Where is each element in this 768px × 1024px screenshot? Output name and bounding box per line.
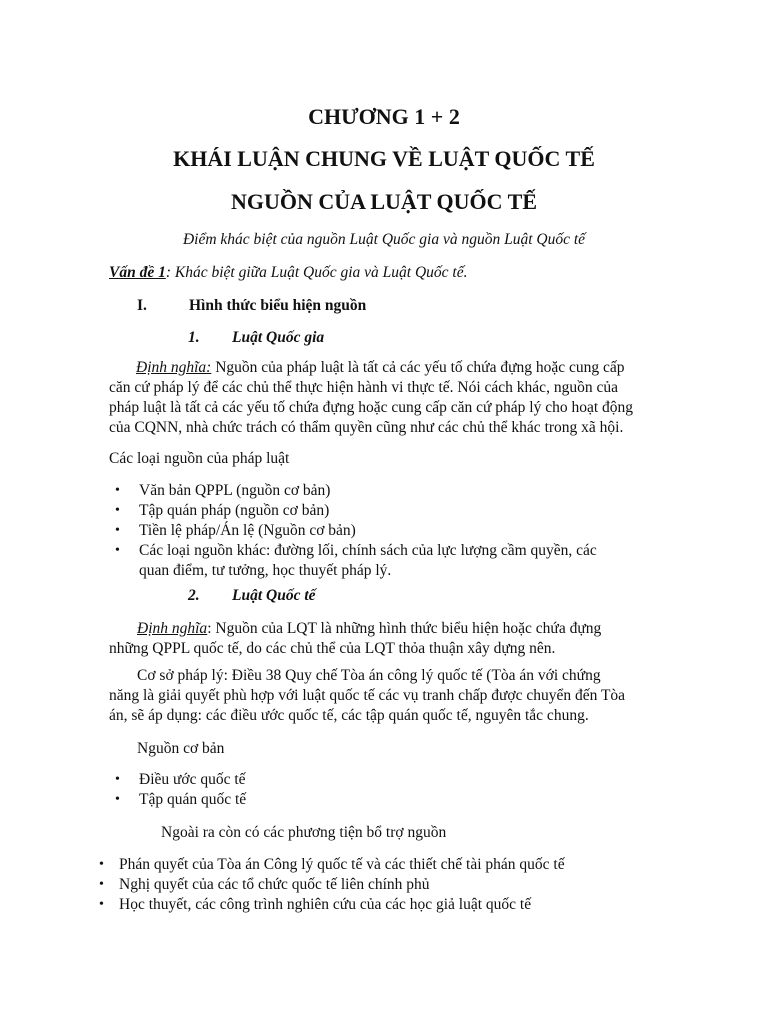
list-item-text: Tập quán pháp (nguồn cơ bản)	[139, 502, 330, 519]
paragraph-line: của CQNN, nhà chức trách có thẩm quyền cũng như các chủ thể khác trong xã hội.	[109, 419, 624, 436]
source-types-title: Các loại nguồn của pháp luật	[109, 450, 290, 467]
list-item-text: Văn bản QPPL (nguồn cơ bản)	[139, 482, 331, 499]
bullet-icon: •	[115, 483, 120, 498]
international-definition-paragraph	[109, 619, 602, 659]
paragraph-line: án, sẽ áp dụng: các điều ước quốc tế, các tập quán quốc tế, nguyên tắc chung.	[109, 707, 589, 724]
list-item-text: Điều ước quốc tế	[139, 771, 246, 788]
list-item	[99, 895, 565, 915]
list-item	[115, 501, 597, 521]
paragraph-line: pháp luật là tất cả các yếu tố chứa đựng hoặc cung cấp căn cứ pháp lý cho hoạt động	[109, 399, 634, 416]
bullet-icon: •	[115, 523, 120, 538]
paragraph-line: năng là giải quyết phù hợp với luật quốc tế các vụ tranh chấp được chuyển đến Tòa	[109, 687, 626, 704]
chapter-subtitle-1: KHÁI LUẬN CHUNG VỀ LUẬT QUỐC TẾ	[173, 146, 595, 171]
bullet-icon: •	[99, 897, 104, 912]
list-item	[99, 855, 565, 875]
bullet-icon: •	[115, 543, 120, 558]
paragraph-line: Cơ sở pháp lý: Điều 38 Quy chế Tòa án công lý quốc tế (Tòa án với chứng	[137, 667, 601, 684]
section-number: I.	[137, 297, 147, 314]
issue-label: Vấn đề 1	[109, 264, 166, 281]
list-item	[115, 770, 246, 790]
list-item-text-continued: quan điểm, tư tưởng, học thuyết pháp lý.	[139, 562, 392, 579]
supplementary-sources-title: Ngoài ra còn có các phương tiện bổ trợ nguồn	[161, 824, 447, 841]
list-item-text: Học thuyết, các công trình nghiên cứu của các học giả luật quốc tế	[119, 896, 532, 913]
list-item	[115, 541, 597, 581]
list-item-text: Các loại nguồn khác: đường lối, chính sách của lực lượng cầm quyền, các	[139, 542, 597, 559]
subsection-title: Luật Quốc gia	[232, 329, 325, 346]
paragraph-line: những QPPL quốc tế, do các chủ thể của LQT thỏa thuận xây dựng nên.	[109, 640, 556, 657]
legal-basis-paragraph	[109, 666, 626, 726]
basic-sources-title: Nguồn cơ bản	[137, 740, 225, 757]
bullet-icon: •	[99, 877, 104, 892]
chapter-subtitle-2: NGUỒN CỦA LUẬT QUỐC TẾ	[230, 189, 537, 214]
list-item	[115, 481, 597, 501]
list-item-text: Nghị quyết của các tổ chức quốc tế liên chính phủ	[119, 876, 430, 893]
subsection-number: 1.	[188, 329, 200, 346]
supplementary-sources-list	[99, 855, 565, 915]
list-item-text: Tiền lệ pháp/Án lệ (Nguồn cơ bản)	[139, 522, 356, 539]
national-definition-paragraph	[109, 358, 679, 438]
subsection-heading-2	[188, 586, 316, 606]
bullet-icon: •	[115, 772, 120, 787]
bullet-icon: •	[115, 792, 120, 807]
definition-label: Định nghĩa:	[136, 359, 212, 376]
paragraph-line: căn cứ pháp lý để các chủ thể thực hiện hành vi thực tế. Nói cách khác, nguồn của	[109, 379, 618, 396]
paragraph-line	[109, 358, 679, 378]
subsection-title: Luật Quốc tế	[232, 587, 316, 604]
section-heading	[137, 296, 366, 316]
source-types-list	[115, 481, 597, 581]
list-item	[115, 521, 597, 541]
list-item-text: Phán quyết của Tòa án Công lý quốc tế và các thiết chế tài phán quốc tế	[119, 856, 565, 873]
topic-subtitle: Điểm khác biệt của nguồn Luật Quốc gia và nguồn Luật Quốc tế	[182, 231, 586, 248]
bullet-icon: •	[115, 503, 120, 518]
definition-text: : Nguồn của LQT là những hình thức biểu hiện hoặc chứa đựng	[207, 620, 602, 637]
issue-text: : Khác biệt giữa Luật Quốc gia và Luật Quốc tế.	[165, 264, 468, 281]
definition-label: Định nghĩa	[137, 620, 208, 637]
subsection-number: 2.	[188, 587, 200, 604]
section-title: Hình thức biểu hiện nguồn	[189, 297, 367, 314]
issue-line	[109, 263, 467, 283]
definition-text: Nguồn của pháp luật là tất cả các yếu tố chứa đựng hoặc cung cấp	[211, 359, 625, 376]
chapter-title: CHƯƠNG 1 + 2	[308, 104, 460, 129]
list-item	[115, 790, 247, 810]
list-item	[99, 875, 565, 895]
list-item-text: Tập quán quốc tế	[139, 791, 247, 808]
subsection-heading-1	[188, 328, 324, 348]
basic-sources-list	[115, 770, 247, 810]
bullet-icon: •	[99, 857, 104, 872]
